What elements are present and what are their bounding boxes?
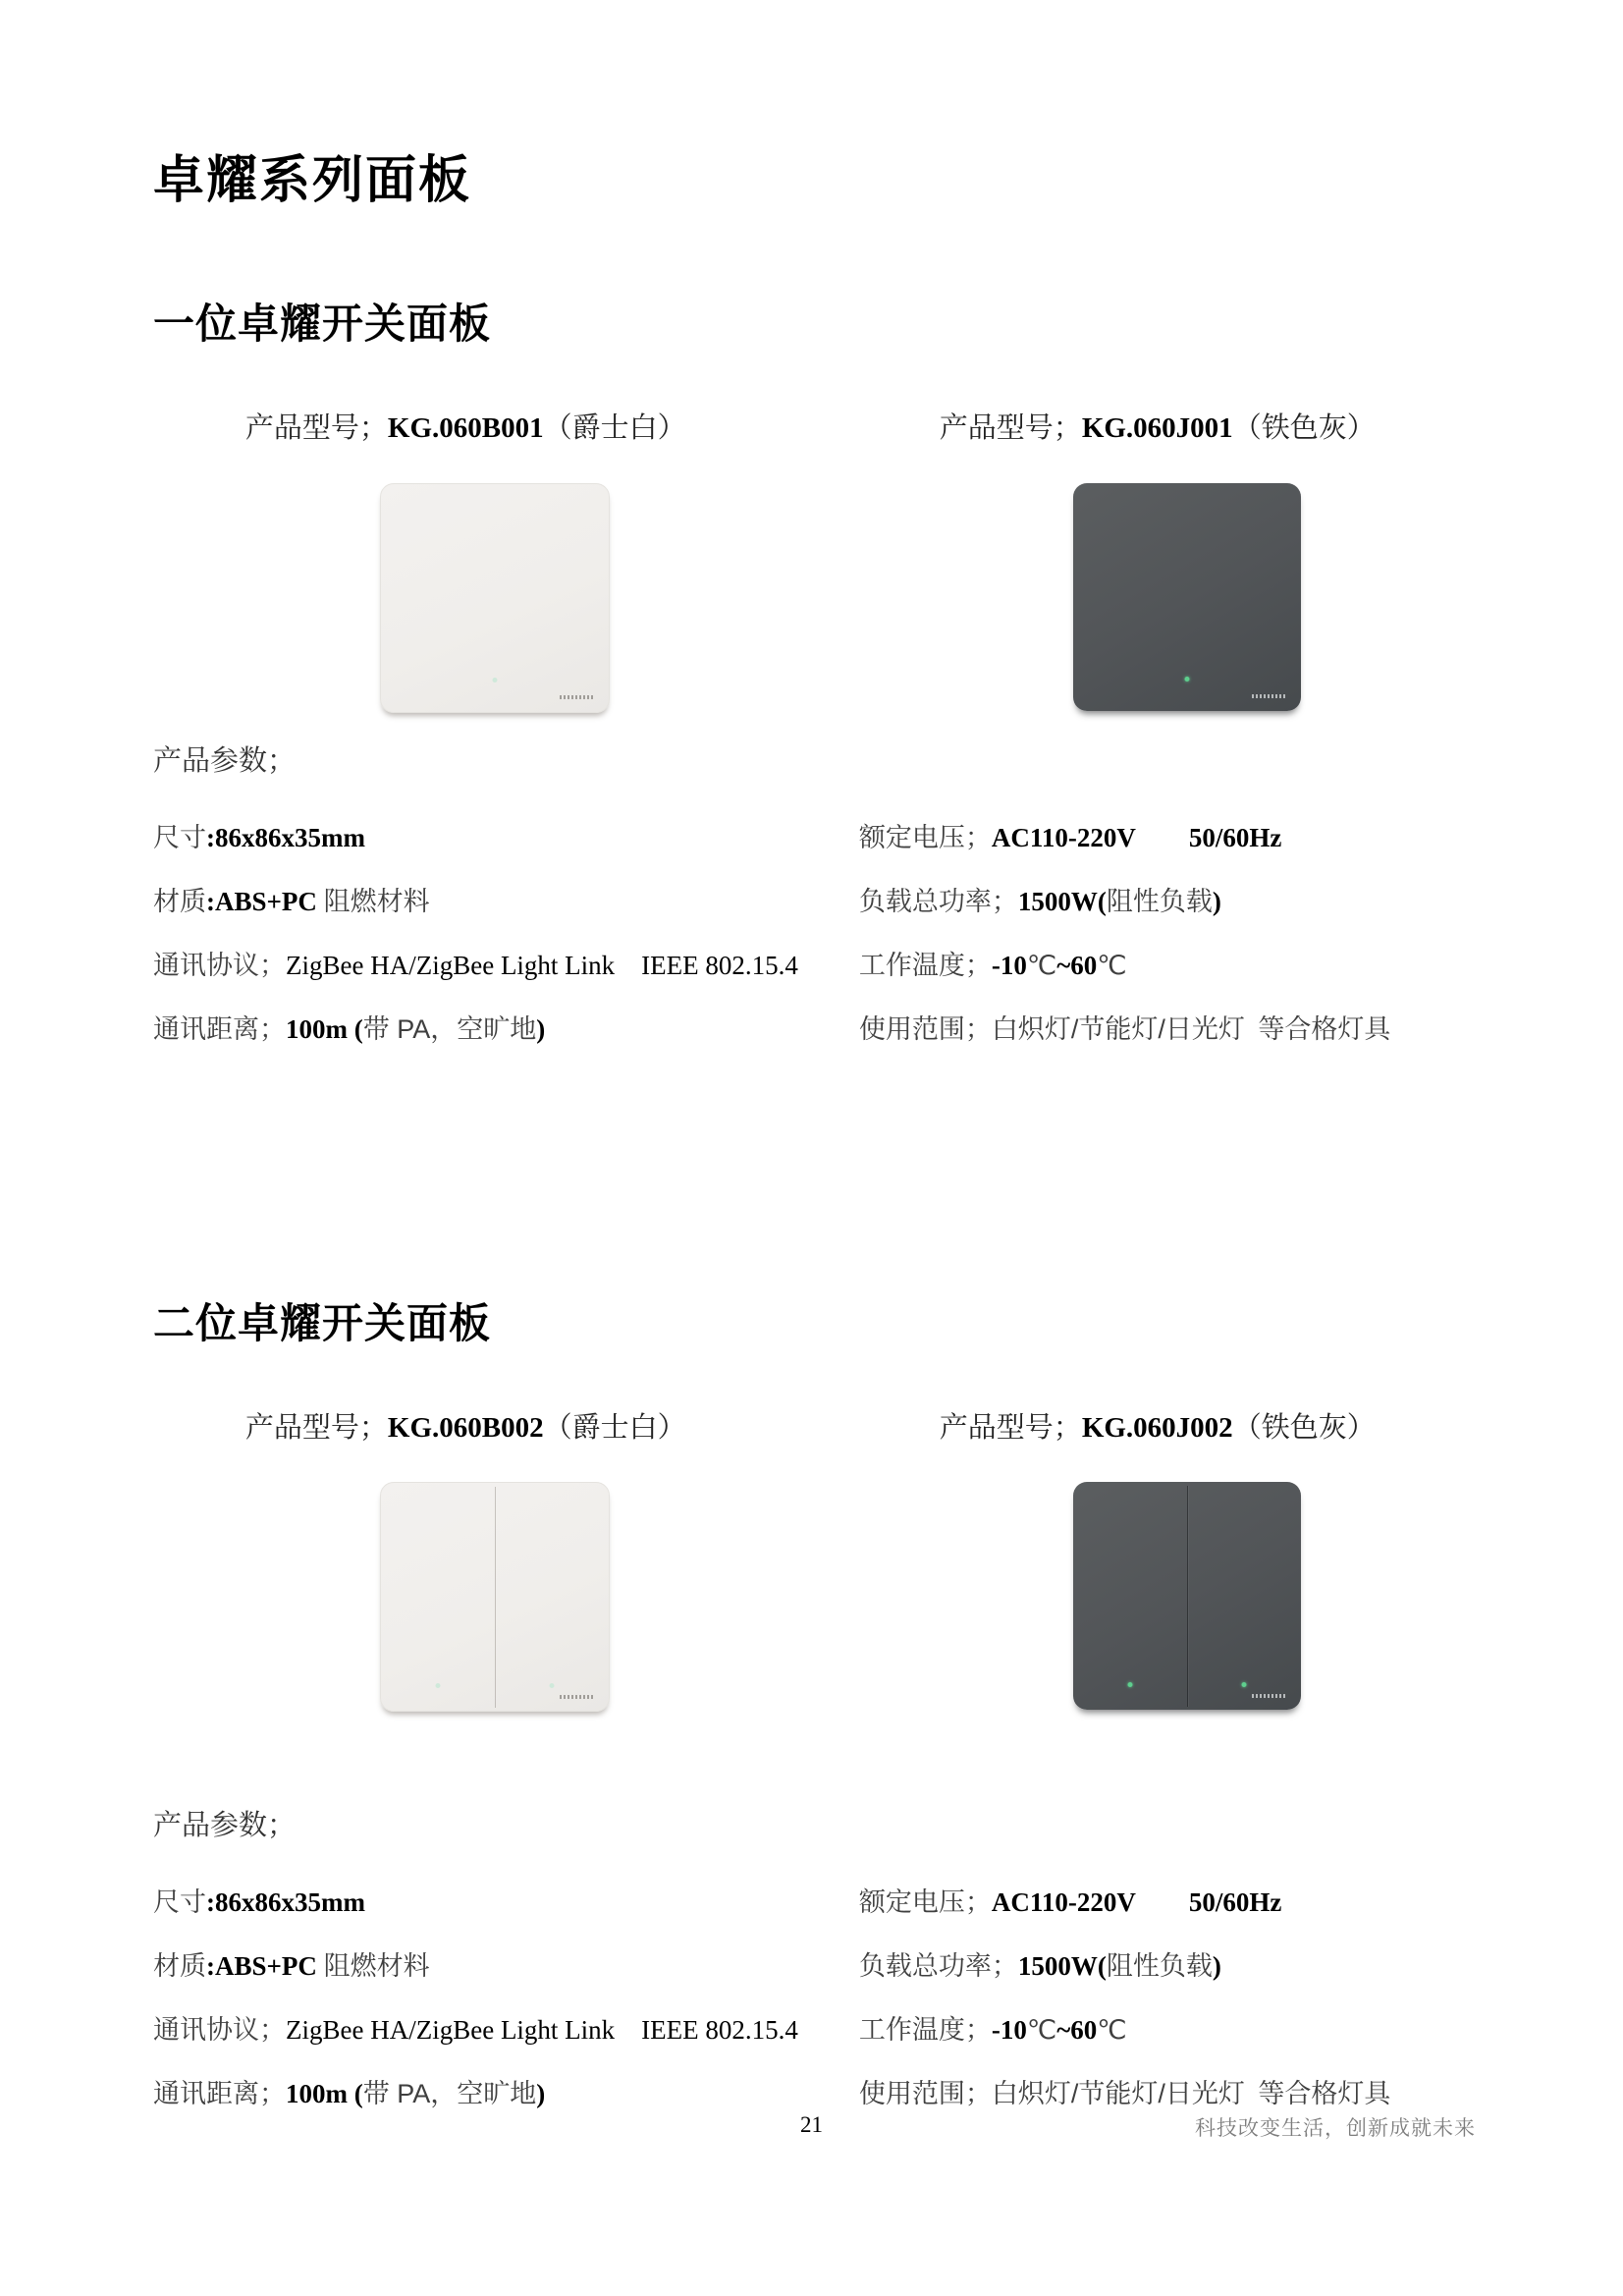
text-segment: 通讯距离； <box>153 2079 286 2109</box>
text-segment: KG.060J002 <box>1081 1411 1233 1444</box>
brand-logo-mark <box>560 1695 595 1699</box>
text-segment: 额定电压； <box>858 822 992 852</box>
text-segment: 阻燃材料 <box>323 886 430 916</box>
text-segment: AC110-220V 50/60Hz <box>991 822 1282 852</box>
indicator-led <box>550 1683 555 1688</box>
text-segment: 通讯距离； <box>153 1013 286 1044</box>
text-segment: 产品型号； <box>939 1411 1082 1444</box>
page-content <box>0 152 1623 2144</box>
text-segment: 阻燃材料 <box>323 1951 430 1982</box>
brand-logo-mark <box>560 695 595 699</box>
text-segment: 材质 <box>153 886 206 916</box>
section-one-gang-panel <box>147 302 1476 1078</box>
text-segment: ) <box>536 1013 546 1044</box>
text-segment: 100m ( <box>286 1013 363 1044</box>
params-heading: 产品参数； <box>153 1810 297 1842</box>
param-row-material <box>153 887 798 917</box>
params-column-left <box>147 823 798 1078</box>
product-column-gray <box>839 1345 1477 1712</box>
text-segment: 通讯协议； <box>153 950 286 980</box>
indicator-led <box>1184 677 1189 682</box>
page-number: 21 <box>800 2112 823 2137</box>
text-segment: ℃ <box>1026 2015 1057 2046</box>
text-segment: 产品型号； <box>939 412 1082 445</box>
text-segment: :86x86x35mm <box>206 822 365 852</box>
indicator-led <box>1127 1682 1132 1687</box>
product-column-white <box>147 346 784 712</box>
text-segment: 白炽灯/节能灯/日光灯 等合格灯具 <box>991 2079 1391 2109</box>
text-segment: 1500W( <box>1017 1951 1107 1982</box>
text-segment: 产品型号； <box>244 412 388 445</box>
param-row-protocol <box>153 2015 798 2046</box>
text-segment: ) <box>1212 886 1221 916</box>
text-segment: KG.060B002 <box>387 1411 544 1444</box>
indicator-led <box>1241 1682 1246 1687</box>
brand-logo-mark <box>1252 694 1287 698</box>
text-segment: （爵士白） <box>543 1411 686 1444</box>
param-row-voltage <box>859 823 1476 853</box>
text-segment: 工作温度； <box>858 2015 992 2046</box>
params-grid <box>147 1887 1476 2143</box>
product-model-line <box>147 1412 784 1444</box>
text-segment: （爵士白） <box>543 412 686 445</box>
text-segment: 带 PA，空旷地 <box>362 1013 537 1044</box>
text-segment: :ABS+PC <box>206 1951 324 1982</box>
param-row-voltage <box>859 1887 1476 1918</box>
text-segment: -10 <box>991 950 1027 980</box>
text-segment: 阻性负载 <box>1106 886 1213 916</box>
text-segment: 阻性负载 <box>1106 1951 1213 1982</box>
param-row-range <box>153 1014 798 1045</box>
params-grid <box>147 823 1476 1078</box>
params-column-right <box>853 823 1476 1078</box>
section-heading: 一位卓耀开关面板 <box>153 301 492 347</box>
text-segment: 使用范围； <box>858 2079 992 2109</box>
text-segment: 额定电压； <box>858 1887 992 1918</box>
product-columns <box>147 346 1476 712</box>
section-heading: 二位卓耀开关面板 <box>153 1299 492 1346</box>
product-model-line <box>147 412 784 444</box>
params-column-right <box>853 1887 1476 2143</box>
params-heading: 产品参数； <box>153 744 297 777</box>
text-segment: AC110-220V 50/60Hz <box>991 1887 1282 1918</box>
param-row-load <box>859 1951 1476 1982</box>
brand-logo-mark <box>1252 1694 1287 1698</box>
indicator-led <box>436 1683 441 1688</box>
product-column-gray <box>839 346 1477 712</box>
text-segment: ℃ <box>1097 950 1127 980</box>
text-segment: 带 PA，空旷地 <box>362 2079 537 2109</box>
switch-panel-image-gray-2gang <box>1073 1482 1301 1710</box>
text-segment: ) <box>1212 1951 1221 1982</box>
text-segment: 工作温度； <box>858 950 992 980</box>
product-model-line <box>839 412 1477 444</box>
text-segment: -10 <box>991 2015 1027 2046</box>
product-model-line <box>839 1412 1477 1444</box>
text-segment: 负载总功率； <box>858 886 1018 916</box>
text-segment: 使用范围； <box>858 1013 992 1044</box>
param-row-protocol <box>153 951 798 981</box>
param-row-usage <box>859 1014 1476 1045</box>
param-row-size <box>153 1887 798 1918</box>
page-title: 卓耀系列面板 <box>153 152 472 209</box>
text-segment: 材质 <box>153 1951 206 1982</box>
text-segment: （铁色灰） <box>1232 412 1376 445</box>
text-segment: 白炽灯/节能灯/日光灯 等合格灯具 <box>991 1013 1391 1044</box>
text-segment: :ABS+PC <box>206 886 324 916</box>
text-segment: ~60 <box>1056 2015 1098 2046</box>
param-row-load <box>859 887 1476 917</box>
text-segment: KG.060J001 <box>1081 412 1233 445</box>
switch-panel-image-white-2gang <box>380 1482 610 1712</box>
text-segment: ZigBee HA/ZigBee Light Link IEEE 802.15.4 <box>286 2015 798 2046</box>
section-two-gang-panel <box>147 1299 1476 2144</box>
param-row-size <box>153 823 798 853</box>
text-segment: 产品型号； <box>244 1411 388 1444</box>
text-segment: KG.060B001 <box>387 412 544 445</box>
param-row-usage <box>859 2079 1476 2109</box>
param-row-material <box>153 1951 798 1982</box>
switch-panel-image-white-1gang <box>380 483 610 713</box>
text-segment: 100m ( <box>286 2079 363 2109</box>
text-segment: ) <box>536 2079 546 2109</box>
text-segment: ZigBee HA/ZigBee Light Link IEEE 802.15.4 <box>286 950 798 980</box>
text-segment: :86x86x35mm <box>206 1887 365 1918</box>
param-row-range <box>153 2079 798 2109</box>
product-column-white <box>147 1345 784 1712</box>
text-segment: ℃ <box>1026 950 1057 980</box>
text-segment: ~60 <box>1056 950 1098 980</box>
text-segment: 尺寸 <box>153 822 206 852</box>
params-column-left <box>147 1887 798 2143</box>
param-row-temperature <box>859 2015 1476 2046</box>
text-segment: 1500W( <box>1017 886 1107 916</box>
text-segment: ℃ <box>1097 2015 1127 2046</box>
text-segment: 尺寸 <box>153 1887 206 1918</box>
text-segment: 通讯协议； <box>153 2015 286 2046</box>
indicator-led <box>493 678 498 683</box>
footer-slogan: 科技改变生活，创新成就未来 <box>1195 2117 1476 2140</box>
param-row-temperature <box>859 951 1476 981</box>
page-footer <box>0 2112 1623 2138</box>
switch-panel-image-gray-1gang <box>1073 483 1301 711</box>
text-segment: （铁色灰） <box>1232 1411 1376 1444</box>
product-columns <box>147 1345 1476 1712</box>
text-segment: 负载总功率； <box>858 1951 1018 1982</box>
